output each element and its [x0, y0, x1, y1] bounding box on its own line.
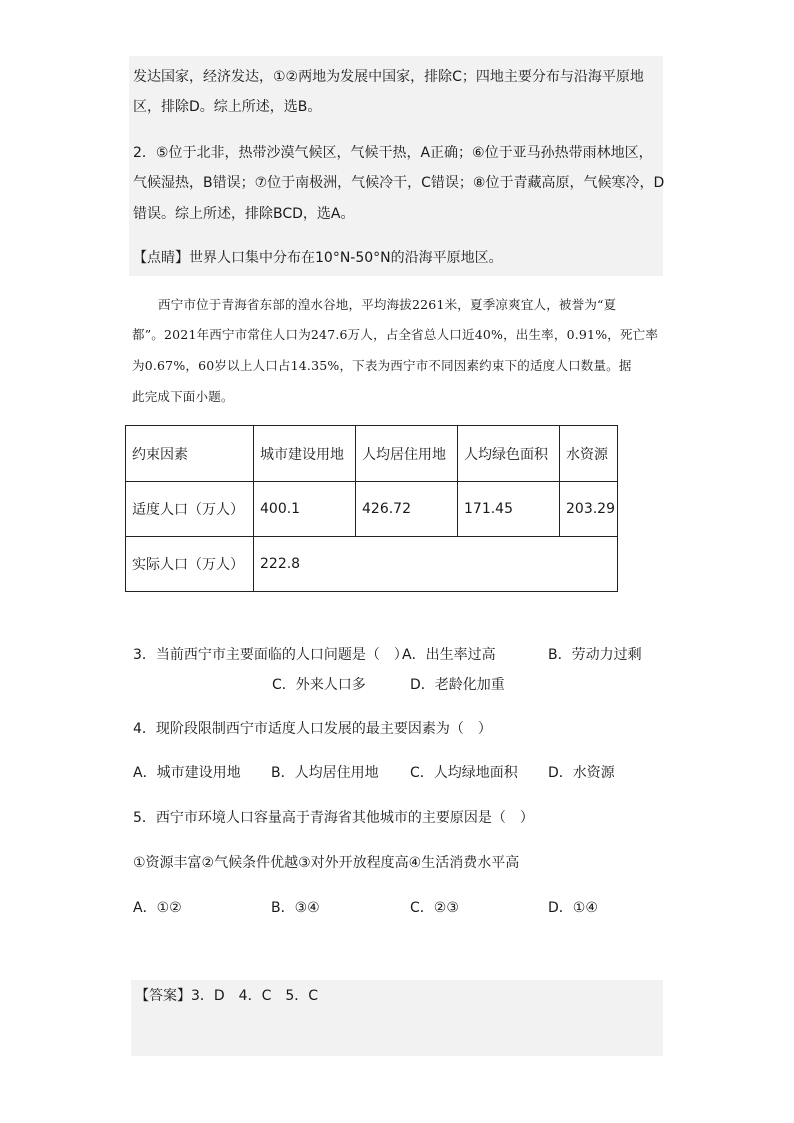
population-table [125, 425, 618, 592]
question-3-option-a: A．出生率过高 [402, 647, 496, 663]
passage-line-3: 为0.67%，60岁以上人口占14.35%，下表为西宁市不同因素约束下的适度人口数量。据 [132, 358, 632, 373]
table-header-row [126, 426, 618, 482]
answer-line: 【答案】3．D 4．C 5．C [135, 988, 319, 1004]
explanation-line-3: 2．⑤位于北非，热带沙漠气候区，气候干热，A正确；⑥位于亚马孙热带雨林地区， [133, 145, 653, 161]
table-row [126, 537, 618, 592]
table-header-cell: 人均居住用地 [356, 426, 458, 482]
table-header-cell: 水资源 [560, 426, 618, 482]
explanation-line-4: 气候湿热，B错误；⑦位于南极洲，气候冷干，C错误；⑧位于青藏高原，气候寒冷，D [133, 175, 665, 191]
passage-line-1: 西宁市位于青海省东部的湟水谷地，平均海拔2261米，夏季凉爽宜人，被誉为“夏 [158, 297, 617, 312]
question-5-stem: 5．西宁市环境人口容量高于青海省其他城市的主要原因是（ ） [133, 810, 534, 826]
question-5-option-d: D．①④ [548, 900, 598, 916]
question-3-stem: 3．当前西宁市主要面临的人口问题是（ ） [133, 647, 408, 663]
question-3-option-b: B．劳动力过剩 [548, 647, 642, 663]
table-cell: 171.45 [458, 482, 560, 537]
question-4-option-c: C．人均绿地面积 [410, 765, 518, 781]
table-cell: 适度人口（万人） [126, 482, 254, 537]
question-5-option-b: B．③④ [271, 900, 320, 916]
passage-line-4: 此完成下面小题。 [132, 389, 234, 404]
table-header-cell: 约束因素 [126, 426, 254, 482]
explanation-line-1: 发达国家，经济发达，①②两地为发展中国家，排除C；四地主要分布与沿海平原地 [133, 69, 644, 85]
question-4-option-b: B．人均居住用地 [271, 765, 379, 781]
question-5-option-c: C．②③ [410, 900, 459, 916]
question-5-items: ①资源丰富②气候条件优越③对外开放程度高④生活消费水平高 [133, 855, 520, 871]
question-4-option-d: D．水资源 [548, 765, 615, 781]
passage-line-2: 都”。2021年西宁市常住人口为247.6万人，占全省总人口近40%，出生率，0.91%，死亡率 [132, 327, 659, 342]
table-cell: 实际人口（万人） [126, 537, 254, 592]
table-header-cell: 城市建设用地 [254, 426, 356, 482]
question-3-option-d: D．老龄化加重 [410, 677, 505, 693]
explanation-block [129, 56, 663, 276]
table-cell: 400.1 [254, 482, 356, 537]
question-5-option-a: A．①② [133, 900, 182, 916]
question-4-option-a: A．城市建设用地 [133, 765, 241, 781]
explanation-line-5: 错误。综上所述，排除BCD，选A。 [133, 206, 355, 222]
table-cell: 426.72 [356, 482, 458, 537]
question-4-stem: 4．现阶段限制西宁市适度人口发展的最主要因素为（ ） [133, 721, 492, 737]
table-cell: 203.29 [560, 482, 618, 537]
question-3-option-c: C．外来人口多 [272, 677, 366, 693]
tip-line: 【点睛】世界人口集中分布在10°N-50°N的沿海平原地区。 [133, 250, 503, 266]
explanation-line-2: 区，排除D。综上所述，选B。 [133, 99, 322, 115]
table-cell: 222.8 [254, 537, 618, 592]
table-row [126, 482, 618, 537]
table-header-cell: 人均绿色面积 [458, 426, 560, 482]
